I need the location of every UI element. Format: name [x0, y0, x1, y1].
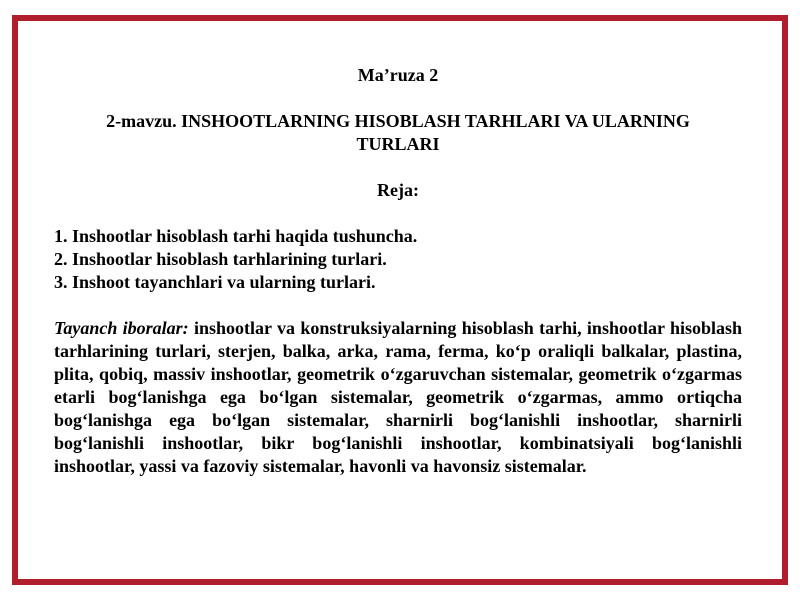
plan-item: 1. Inshootlar hisoblash tarhi haqida tushuncha. [54, 226, 418, 246]
topic-title: 2-mavzu. INSHOOTLARNING HISOBLASH TARHLARI VA ULARNING TURLARI [106, 111, 690, 154]
keywords-text: inshootlar va konstruksiyalarning hisoblash tarhi, inshootlar hisoblash tarhlarining turlari, sterjen, balka, arka, rama, ferma, ko‘p oraliqli balkalar, plastina, plita, qobiq, massiv inshootlar, geometrik o‘zgaruvchan sistemalar, geometrik o‘zgarmas etarli bog‘lanishga ega bo‘lgan sistemalar, geometrik o‘zgarmas, ammo ortiqcha bog‘lanishga ega bo‘lgan sistemalar, sharnirli bog‘lanishli inshootlar, sharnirli bog‘lanishli inshootlar, bikr bog‘lanishli inshootlar, kombinatsiyali bog‘lanishli inshootlar, yassi va fazoviy sistemalar, havonli va havonsiz sistemalar. [54, 318, 742, 476]
lecture-label: Ma’ruza 2 [357, 65, 439, 85]
plan-item: 3. Inshoot tayanchlari va ularning turlari. [54, 272, 376, 292]
plan-list [54, 225, 742, 294]
slide-content [54, 64, 742, 478]
plan-label: Reja: [377, 180, 419, 200]
plan-item: 2. Inshootlar hisoblash tarhlarining turlari. [54, 249, 387, 269]
keywords-paragraph [54, 317, 742, 478]
keywords-label: Tayanch iboralar: [54, 318, 189, 338]
